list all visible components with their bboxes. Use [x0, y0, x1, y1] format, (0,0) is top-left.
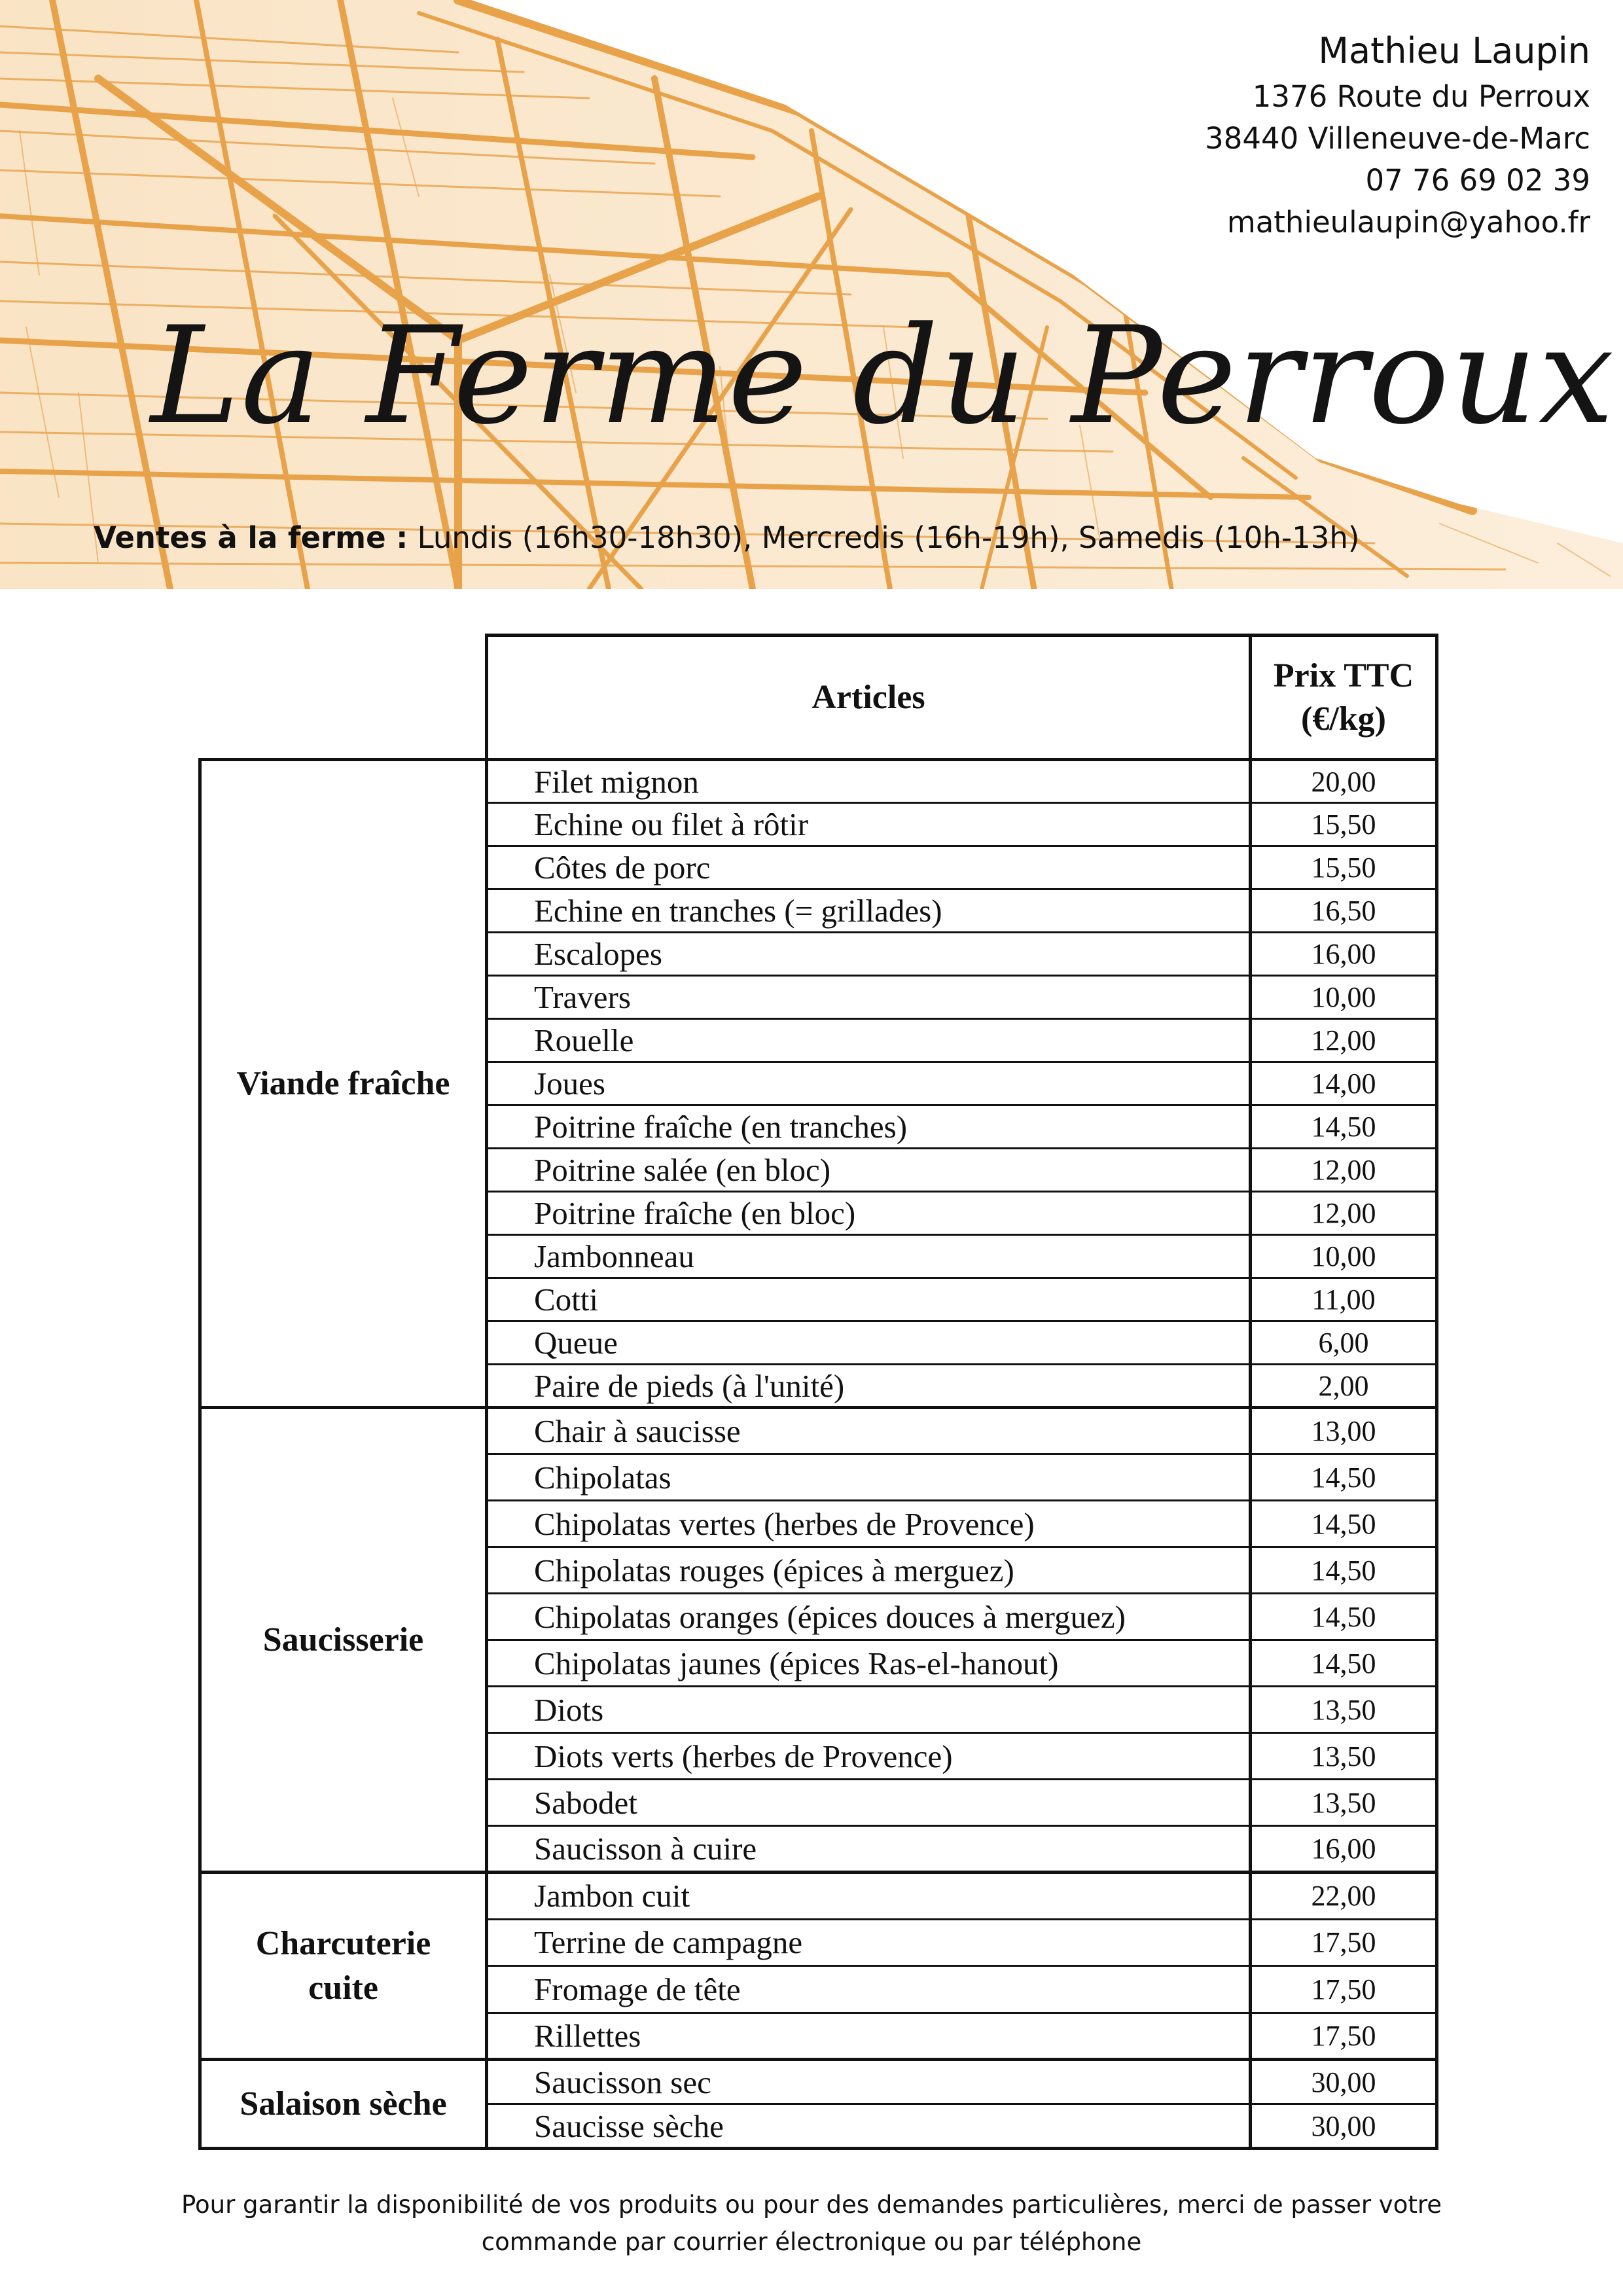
article-price: 13,50: [1251, 1687, 1437, 1733]
article-name: Poitrine fraîche (en bloc): [487, 1192, 1251, 1235]
footer-line2: commande par courrier électronique ou par téléphone: [481, 2228, 1142, 2256]
category-label: Charcuterie: [255, 1924, 431, 1962]
article-price: 15,50: [1251, 803, 1437, 846]
article-name: Joues: [487, 1062, 1251, 1105]
article-name: Diots verts (herbes de Provence): [487, 1733, 1251, 1780]
contact-city: 38440 Villeneuve-de-Marc: [1205, 121, 1590, 156]
table-header-row: [200, 636, 1437, 760]
article-price: 13,50: [1251, 1733, 1437, 1780]
article-name: Cotti: [487, 1278, 1251, 1321]
table-body: [200, 760, 1437, 2149]
article-name: Rillettes: [487, 2013, 1251, 2060]
article-price: 17,50: [1251, 1919, 1437, 1966]
contact-name: Mathieu Laupin: [1318, 30, 1590, 71]
category-cell: [200, 2060, 487, 2149]
article-name: Jambon cuit: [487, 1873, 1251, 1920]
category-label-line2: cuite: [308, 1969, 378, 2007]
article-price: 12,00: [1251, 1149, 1437, 1192]
header-price: [1251, 636, 1437, 760]
article-name: Escalopes: [487, 933, 1251, 976]
table-row: [200, 1873, 1437, 1920]
article-name: Queue: [487, 1321, 1251, 1365]
category-label: Saucisserie: [262, 1621, 424, 1659]
header-blank-cell: [200, 636, 487, 760]
article-price: 13,50: [1251, 1780, 1437, 1826]
article-name: Echine en tranches (= grillades): [487, 889, 1251, 933]
article-price: 14,50: [1251, 1501, 1437, 1547]
article-price: 10,00: [1251, 1235, 1437, 1278]
article-name: Chipolatas vertes (herbes de Provence): [487, 1501, 1251, 1547]
article-name: Filet mignon: [487, 760, 1251, 803]
category-cell: [200, 1873, 487, 2060]
article-name: Saucisson à cuire: [487, 1826, 1251, 1873]
price-table: [198, 634, 1438, 2150]
category-cell: [200, 760, 487, 1408]
sales-label: Ventes à la ferme :: [94, 520, 408, 555]
contact-address: 1376 Route du Perroux: [1252, 79, 1590, 114]
article-name: Fromage de tête: [487, 1966, 1251, 2013]
article-name: Paire de pieds (à l'unité): [487, 1365, 1251, 1408]
article-name: Saucisse sèche: [487, 2104, 1251, 2149]
article-price: 16,50: [1251, 889, 1437, 933]
footer-line1: Pour garantir la disponibilité de vos produits ou pour des demandes particulières, merci de passer votre: [181, 2191, 1442, 2219]
category-label: Salaison sèche: [240, 2085, 447, 2123]
article-price: 30,00: [1251, 2104, 1437, 2149]
contact-phone: 07 76 69 02 39: [1365, 163, 1590, 198]
article-price: 11,00: [1251, 1278, 1437, 1321]
table-row: [200, 2060, 1437, 2104]
article-name: Poitrine fraîche (en tranches): [487, 1105, 1251, 1149]
contact-block: [1205, 26, 1590, 243]
table-row: [200, 760, 1437, 803]
article-price: 12,00: [1251, 1192, 1437, 1235]
article-name: Chipolatas jaunes (épices Ras-el-hanout): [487, 1640, 1251, 1687]
article-price: 14,50: [1251, 1640, 1437, 1687]
article-name: Côtes de porc: [487, 846, 1251, 889]
article-name: Jambonneau: [487, 1235, 1251, 1278]
article-price: 16,00: [1251, 1826, 1437, 1873]
header-price-line1: Prix TTC: [1273, 656, 1414, 694]
article-price: 17,50: [1251, 1966, 1437, 2013]
article-price: 17,50: [1251, 2013, 1437, 2060]
article-price: 14,50: [1251, 1105, 1437, 1149]
header-articles: Articles: [487, 636, 1251, 760]
sales-hours: [94, 518, 1359, 558]
contact-email: mathieulaupin@yahoo.fr: [1226, 205, 1590, 240]
article-name: Travers: [487, 976, 1251, 1019]
article-price: 2,00: [1251, 1365, 1437, 1408]
article-price: 14,50: [1251, 1547, 1437, 1594]
article-name: Poitrine salée (en bloc): [487, 1149, 1251, 1192]
article-price: 13,00: [1251, 1408, 1437, 1454]
category-cell: [200, 1408, 487, 1873]
article-price: 14,00: [1251, 1062, 1437, 1105]
article-price: 14,50: [1251, 1594, 1437, 1640]
farm-title: La Ferme du Perroux: [151, 298, 1616, 454]
sales-hours-text: Lundis (16h30-18h30), Mercredis (16h-19h), Samedis (10h-13h): [408, 520, 1360, 555]
article-price: 6,00: [1251, 1321, 1437, 1365]
article-name: Chipolatas rouges (épices à merguez): [487, 1547, 1251, 1594]
article-name: Diots: [487, 1687, 1251, 1733]
article-name: Terrine de campagne: [487, 1919, 1251, 1966]
article-price: 20,00: [1251, 760, 1437, 803]
article-price: 12,00: [1251, 1019, 1437, 1062]
table-row: [200, 1408, 1437, 1454]
category-label: Viande fraîche: [236, 1064, 450, 1102]
article-name: Sabodet: [487, 1780, 1251, 1826]
article-price: 16,00: [1251, 933, 1437, 976]
article-price: 22,00: [1251, 1873, 1437, 1920]
article-name: Saucisson sec: [487, 2060, 1251, 2104]
article-price: 30,00: [1251, 2060, 1437, 2104]
article-price: 15,50: [1251, 846, 1437, 889]
article-name: Chair à saucisse: [487, 1408, 1251, 1454]
article-name: Chipolatas: [487, 1454, 1251, 1501]
article-price: 10,00: [1251, 976, 1437, 1019]
article-price: 14,50: [1251, 1454, 1437, 1501]
footer-note: [157, 2186, 1466, 2261]
article-name: Echine ou filet à rôtir: [487, 803, 1251, 846]
article-name: Rouelle: [487, 1019, 1251, 1062]
article-name: Chipolatas oranges (épices douces à merguez): [487, 1594, 1251, 1640]
header-price-line2: (€/kg): [1301, 700, 1386, 738]
